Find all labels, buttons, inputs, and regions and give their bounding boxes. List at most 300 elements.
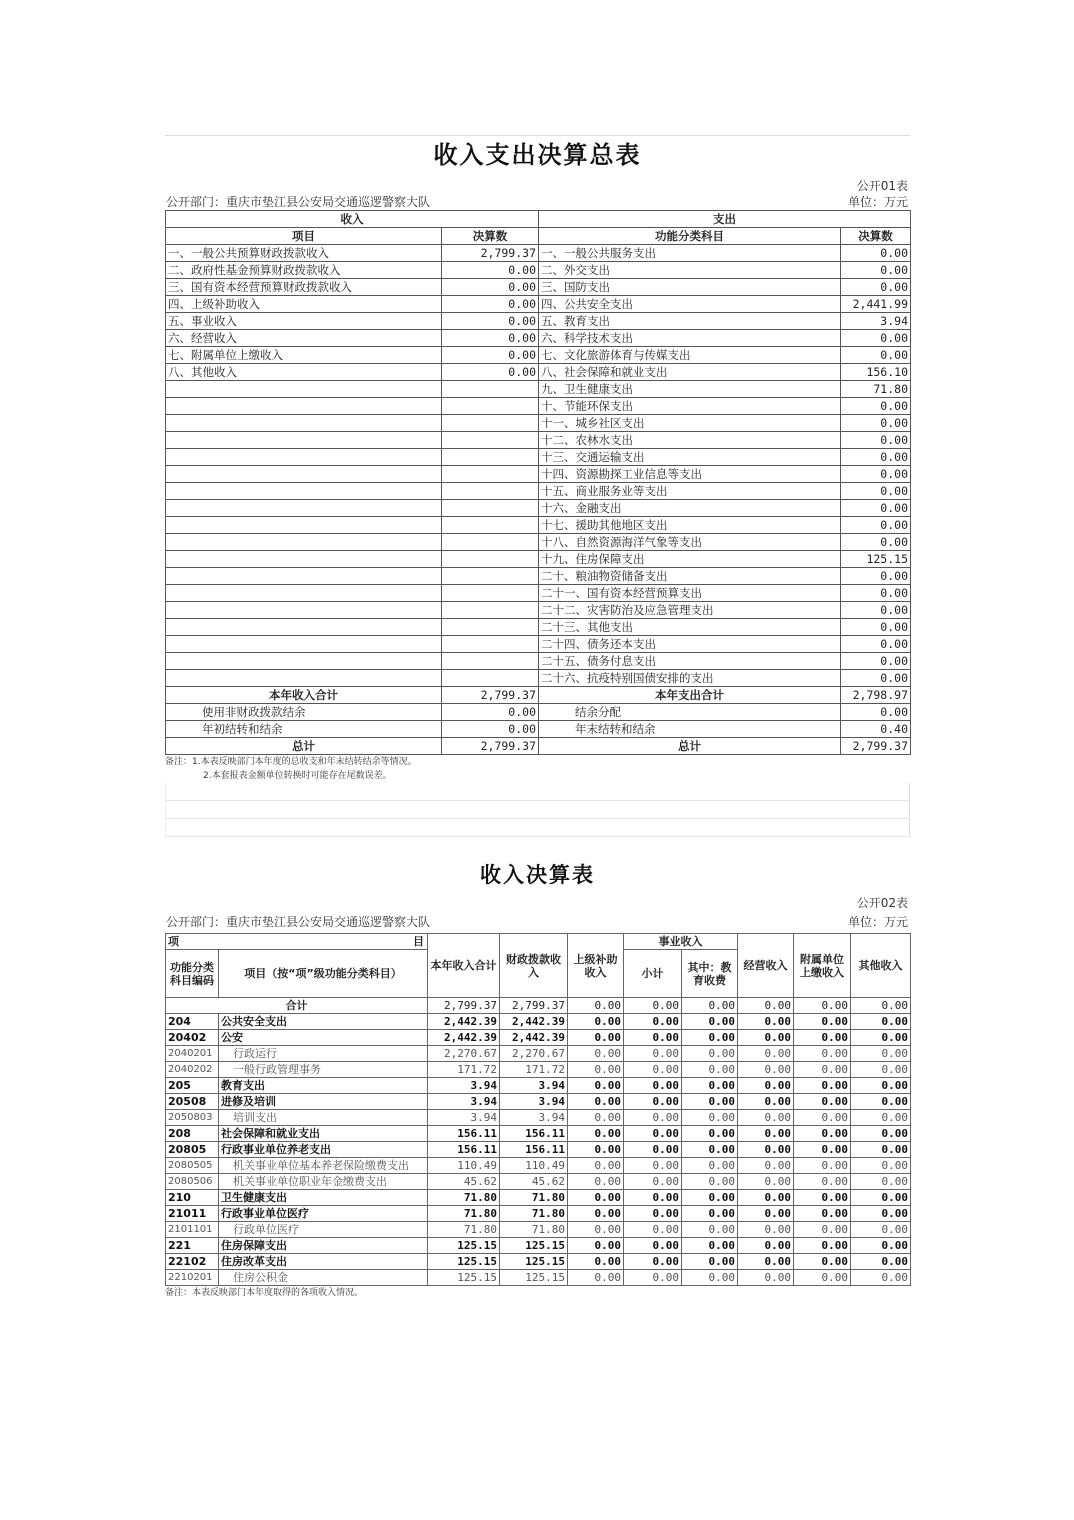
income-sheet (165, 855, 910, 1300)
row-value: 0.00 (624, 1158, 682, 1174)
table-row (166, 602, 911, 619)
row-value: 0.00 (738, 1078, 794, 1094)
col-item: 项目 (166, 228, 442, 245)
expense-item-label: 二十五、债务付息支出 (539, 653, 841, 670)
row-value: 0.00 (738, 1110, 794, 1126)
table-row (166, 568, 911, 585)
income-item-label: 二、政府性基金预算财政拨款收入 (166, 262, 442, 279)
table-row (166, 687, 911, 704)
row-value: 0.00 (851, 1174, 911, 1190)
row-value: 171.72 (428, 1062, 500, 1078)
row-value: 3.94 (500, 1078, 568, 1094)
row-code: 21011 (166, 1206, 219, 1222)
income-item-value (442, 568, 539, 585)
expense-item-label: 二十一、国有资本经营预算支出 (539, 585, 841, 602)
row-value: 2,270.67 (500, 1046, 568, 1062)
col-amount2: 决算数 (841, 228, 911, 245)
expense-item-label: 十七、援助其他地区支出 (539, 517, 841, 534)
row-value: 0.00 (794, 1158, 851, 1174)
row-value: 0.00 (851, 1270, 911, 1286)
expense-item-value: 0.00 (841, 500, 911, 517)
col-total: 本年收入合计 (428, 934, 500, 998)
total-label: 合计 (166, 998, 428, 1014)
table-row (166, 1126, 911, 1142)
expense-item-value: 0.00 (841, 670, 911, 687)
table-row (166, 721, 911, 738)
table-row (166, 1046, 911, 1062)
income-item-value: 2,799.37 (442, 245, 539, 262)
grand-total-label: 总计 (166, 738, 442, 755)
row-value: 0.00 (682, 1142, 738, 1158)
income-item-value: 0.00 (442, 296, 539, 313)
expense-item-label: 十九、住房保障支出 (539, 551, 841, 568)
row-value: 0.00 (794, 1142, 851, 1158)
table-row (166, 1174, 911, 1190)
row-value: 0.00 (568, 1222, 624, 1238)
table-row (166, 1222, 911, 1238)
table-row (166, 551, 911, 568)
row-name: 进修及培训 (219, 1094, 428, 1110)
table-row (166, 1142, 911, 1158)
income-table (165, 933, 911, 1286)
row-value: 0.00 (682, 1238, 738, 1254)
row-value: 156.11 (500, 1142, 568, 1158)
expense-item-value: 0.00 (841, 602, 911, 619)
income-item-label (166, 483, 442, 500)
row-value: 0.00 (624, 1206, 682, 1222)
row-value: 0.00 (738, 1014, 794, 1030)
expense-item-label: 九、卫生健康支出 (539, 381, 841, 398)
total-value: 0.00 (794, 998, 851, 1014)
unit-label: 单位：万元 (847, 915, 908, 929)
row-code: 20805 (166, 1142, 219, 1158)
row-value: 0.00 (794, 1094, 851, 1110)
row-value: 0.00 (794, 1046, 851, 1062)
row-value: 0.00 (851, 1030, 911, 1046)
row-value: 0.00 (851, 1110, 911, 1126)
row-value: 0.00 (568, 1126, 624, 1142)
row-value: 0.00 (738, 1206, 794, 1222)
row-value: 0.00 (568, 1142, 624, 1158)
table-row (166, 296, 911, 313)
row-code: 221 (166, 1238, 219, 1254)
row-value: 110.49 (500, 1158, 568, 1174)
dept-unit-row (165, 911, 910, 933)
income-item-value (442, 415, 539, 432)
row-value: 71.80 (500, 1222, 568, 1238)
col-fiscal: 财政拨款收入 (500, 934, 568, 998)
row-value: 2,442.39 (500, 1030, 568, 1046)
row-value: 0.00 (851, 1078, 911, 1094)
row-name: 机关事业单位基本养老保险缴费支出 (219, 1158, 428, 1174)
row-value: 0.00 (682, 1110, 738, 1126)
note: 备注：本表反映部门本年度取得的各项收入情况。 (165, 1288, 364, 1298)
row-value: 0.00 (682, 1158, 738, 1174)
expense-item-value: 0.00 (841, 619, 911, 636)
income-item-label: 六、经营收入 (166, 330, 442, 347)
income-item-label (166, 500, 442, 517)
row-value: 0.00 (851, 1158, 911, 1174)
row-value: 0.00 (682, 1062, 738, 1078)
total-row (166, 998, 911, 1014)
income-item-value (442, 500, 539, 517)
table-row (166, 704, 911, 721)
income-total: 2,799.37 (442, 687, 539, 704)
row-code: 2210201 (166, 1270, 219, 1286)
income-item-value (442, 534, 539, 551)
expense-item-label: 十八、自然资源海洋气象等支出 (539, 534, 841, 551)
expense-item-value: 125.15 (841, 551, 911, 568)
income-item-value (442, 483, 539, 500)
row-value: 0.00 (624, 1062, 682, 1078)
table-row (166, 1238, 911, 1254)
row-value: 110.49 (428, 1158, 500, 1174)
expense-item-label: 十一、城乡社区支出 (539, 415, 841, 432)
expense-item-value: 156.10 (841, 364, 911, 381)
row-value: 0.00 (738, 1046, 794, 1062)
row-value: 171.72 (500, 1062, 568, 1078)
surplus-alloc-label: 结余分配 (539, 704, 841, 721)
income-item-label: 四、上级补助收入 (166, 296, 442, 313)
table-number-row (165, 178, 910, 194)
row-value: 0.00 (568, 1174, 624, 1190)
income-item-value: 0.00 (442, 330, 539, 347)
row-value: 125.15 (500, 1270, 568, 1286)
row-value: 0.00 (682, 1126, 738, 1142)
row-code: 205 (166, 1078, 219, 1094)
income-table-body (166, 998, 911, 1286)
table-row (166, 364, 911, 381)
dept-label: 公开部门：重庆市垫江县公安局交通巡逻警察大队 (166, 915, 431, 929)
total-value: 0.00 (851, 998, 911, 1014)
expense-item-label: 五、教育支出 (539, 313, 841, 330)
row-code: 20402 (166, 1030, 219, 1046)
table-row (166, 738, 911, 755)
income-item-value (442, 619, 539, 636)
row-value: 0.00 (738, 1126, 794, 1142)
expense-item-label: 三、国防支出 (539, 279, 841, 296)
income-item-value (442, 670, 539, 687)
row-value: 0.00 (851, 1142, 911, 1158)
row-value: 71.80 (428, 1206, 500, 1222)
expense-item-value: 0.00 (841, 262, 911, 279)
row-value: 0.00 (682, 1270, 738, 1286)
row-value: 0.00 (851, 1206, 911, 1222)
income-item-label (166, 449, 442, 466)
row-value: 0.00 (568, 1158, 624, 1174)
income-item-label: 八、其他收入 (166, 364, 442, 381)
income-item-label (166, 517, 442, 534)
income-item-value (442, 517, 539, 534)
row-value: 0.00 (624, 1126, 682, 1142)
row-value: 3.94 (500, 1094, 568, 1110)
row-value: 0.00 (851, 1222, 911, 1238)
table-row (166, 313, 911, 330)
row-value: 125.15 (428, 1270, 500, 1286)
row-value: 3.94 (500, 1110, 568, 1126)
dept-label: 公开部门：重庆市垫江县公安局交通巡逻警察大队 (166, 195, 431, 209)
income-item-value: 0.00 (442, 279, 539, 296)
table-row (166, 1206, 911, 1222)
row-value: 125.15 (500, 1254, 568, 1270)
col-business: 事业收入 (624, 934, 738, 950)
col-name: 项目（按“项”级功能分类科目） (219, 950, 428, 998)
row-value: 0.00 (851, 1126, 911, 1142)
row-value: 0.00 (794, 1078, 851, 1094)
income-item-label (166, 568, 442, 585)
table-row (166, 398, 911, 415)
total-value: 2,799.37 (428, 998, 500, 1014)
row-value: 71.80 (500, 1190, 568, 1206)
row-value: 0.00 (568, 1206, 624, 1222)
expense-item-value: 0.00 (841, 432, 911, 449)
expense-item-value: 0.00 (841, 330, 911, 347)
row-name: 一般行政管理事务 (219, 1062, 428, 1078)
row-value: 3.94 (428, 1110, 500, 1126)
table-row (166, 415, 911, 432)
table-row (166, 636, 911, 653)
income-item-label (166, 534, 442, 551)
row-code: 20508 (166, 1094, 219, 1110)
row-name: 行政运行 (219, 1046, 428, 1062)
expense-item-label: 四、公共安全支出 (539, 296, 841, 313)
expense-item-value: 0.00 (841, 245, 911, 262)
row-code: 2080506 (166, 1174, 219, 1190)
col-amount: 决算数 (442, 228, 539, 245)
expense-item-label: 二十四、债务还本支出 (539, 636, 841, 653)
row-value: 0.00 (794, 1174, 851, 1190)
expense-item-value: 2,441.99 (841, 296, 911, 313)
use-balance-label: 使用非财政拨款结余 (166, 704, 442, 721)
row-value: 2,442.39 (428, 1014, 500, 1030)
table-row (166, 517, 911, 534)
row-value: 0.00 (794, 1238, 851, 1254)
row-value: 0.00 (568, 1014, 624, 1030)
row-value: 0.00 (568, 1078, 624, 1094)
table-number: 公开01表 (856, 179, 908, 193)
col-edu: 其中：教育收费 (682, 950, 738, 998)
use-balance: 0.00 (442, 704, 539, 721)
table-row (166, 534, 911, 551)
expense-item-label: 二十三、其他支出 (539, 619, 841, 636)
income-item-label (166, 670, 442, 687)
table-row (166, 432, 911, 449)
sheet1-title: 收入支出决算总表 (165, 135, 910, 178)
row-value: 0.00 (624, 1030, 682, 1046)
col-subtotal: 小计 (624, 950, 682, 998)
expense-item-value: 0.00 (841, 585, 911, 602)
income-item-value: 0.00 (442, 313, 539, 330)
income-item-label (166, 398, 442, 415)
row-value: 0.00 (568, 1046, 624, 1062)
table-row (166, 500, 911, 517)
row-value: 0.00 (568, 1030, 624, 1046)
table-row (166, 1254, 911, 1270)
row-value: 125.15 (428, 1254, 500, 1270)
expense-item-label: 八、社会保障和就业支出 (539, 364, 841, 381)
row-value: 0.00 (794, 1254, 851, 1270)
row-value: 0.00 (738, 1222, 794, 1238)
row-value: 0.00 (851, 1190, 911, 1206)
expense-item-label: 六、科学技术支出 (539, 330, 841, 347)
table-row (166, 1190, 911, 1206)
row-code: 2050803 (166, 1110, 219, 1126)
begin-carry: 0.00 (442, 721, 539, 738)
row-value: 0.00 (624, 1046, 682, 1062)
row-value: 0.00 (682, 1014, 738, 1030)
col-func: 功能分类科目 (539, 228, 841, 245)
row-value: 0.00 (568, 1238, 624, 1254)
row-value: 125.15 (500, 1238, 568, 1254)
row-code: 204 (166, 1014, 219, 1030)
row-value: 0.00 (568, 1094, 624, 1110)
end-carry: 0.40 (841, 721, 911, 738)
expense-item-label: 十二、农林水支出 (539, 432, 841, 449)
row-value: 0.00 (794, 1014, 851, 1030)
expense-total-label: 本年支出合计 (539, 687, 841, 704)
expense-total: 2,798.97 (841, 687, 911, 704)
row-value: 0.00 (851, 1238, 911, 1254)
expense-item-label: 七、文化旅游体育与传媒支出 (539, 347, 841, 364)
header-xiang-mu (166, 934, 428, 950)
total-value: 0.00 (568, 998, 624, 1014)
income-item-label: 三、国有资本经营预算财政拨款收入 (166, 279, 442, 296)
col-operating: 经营收入 (738, 934, 794, 998)
col-superior: 上级补助收入 (568, 934, 624, 998)
row-value: 0.00 (624, 1270, 682, 1286)
row-value: 156.11 (428, 1126, 500, 1142)
row-value: 0.00 (738, 1158, 794, 1174)
row-value: 0.00 (851, 1094, 911, 1110)
income-item-label (166, 585, 442, 602)
expense-item-value: 0.00 (841, 466, 911, 483)
row-code: 210 (166, 1190, 219, 1206)
row-value: 45.62 (428, 1174, 500, 1190)
row-value: 0.00 (624, 1094, 682, 1110)
row-name: 培训支出 (219, 1110, 428, 1126)
row-value: 0.00 (738, 1094, 794, 1110)
income-total-label: 本年收入合计 (166, 687, 442, 704)
table-row (166, 330, 911, 347)
table-row (166, 1270, 911, 1286)
row-value: 2,442.39 (428, 1030, 500, 1046)
row-value: 71.80 (500, 1206, 568, 1222)
income-item-value (442, 602, 539, 619)
expense-item-label: 二、外交支出 (539, 262, 841, 279)
grand-total-in: 2,799.37 (442, 738, 539, 755)
row-value: 0.00 (851, 1254, 911, 1270)
row-value: 0.00 (794, 1062, 851, 1078)
row-value: 0.00 (794, 1190, 851, 1206)
table-row (166, 449, 911, 466)
row-value: 0.00 (794, 1270, 851, 1286)
row-value: 0.00 (624, 1238, 682, 1254)
row-name: 住房改革支出 (219, 1254, 428, 1270)
row-name: 卫生健康支出 (219, 1190, 428, 1206)
row-value: 0.00 (682, 1030, 738, 1046)
row-name: 公安 (219, 1030, 428, 1046)
row-value: 0.00 (682, 1174, 738, 1190)
expense-item-value: 71.80 (841, 381, 911, 398)
income-item-label: 一、一般公共预算财政拨款收入 (166, 245, 442, 262)
row-value: 0.00 (568, 1110, 624, 1126)
row-value: 0.00 (738, 1062, 794, 1078)
expense-header: 支出 (539, 211, 911, 228)
expense-item-value: 0.00 (841, 568, 911, 585)
row-value: 0.00 (624, 1190, 682, 1206)
row-value: 0.00 (624, 1174, 682, 1190)
table-row (166, 1030, 911, 1046)
income-item-value (442, 466, 539, 483)
row-value: 0.00 (794, 1206, 851, 1222)
begin-carry-label: 年初结转和结余 (166, 721, 442, 738)
summary-table-body (166, 245, 911, 687)
row-value: 0.00 (738, 1142, 794, 1158)
row-name: 机关事业单位职业年金缴费支出 (219, 1174, 428, 1190)
row-value: 0.00 (682, 1046, 738, 1062)
row-name: 社会保障和就业支出 (219, 1126, 428, 1142)
row-name: 住房公积金 (219, 1270, 428, 1286)
row-value: 0.00 (682, 1254, 738, 1270)
income-item-value (442, 381, 539, 398)
header-xiang: 项 (168, 935, 179, 948)
expense-item-value: 0.00 (841, 636, 911, 653)
row-value: 0.00 (682, 1094, 738, 1110)
col-affiliated: 附属单位上缴收入 (794, 934, 851, 998)
total-value: 2,799.37 (500, 998, 568, 1014)
row-value: 71.80 (428, 1190, 500, 1206)
row-code: 208 (166, 1126, 219, 1142)
income-item-label (166, 636, 442, 653)
table-row (166, 1062, 911, 1078)
expense-item-label: 十五、商业服务业等支出 (539, 483, 841, 500)
row-value: 0.00 (794, 1222, 851, 1238)
expense-item-value: 3.94 (841, 313, 911, 330)
header-mu: 目 (413, 935, 424, 948)
income-item-label (166, 415, 442, 432)
row-value: 0.00 (794, 1110, 851, 1126)
income-item-value (442, 636, 539, 653)
col-other: 其他收入 (851, 934, 911, 998)
summary-table (165, 210, 911, 755)
row-code: 2080505 (166, 1158, 219, 1174)
income-item-value (442, 398, 539, 415)
row-value: 0.00 (851, 1046, 911, 1062)
row-name: 公共安全支出 (219, 1014, 428, 1030)
expense-item-value: 0.00 (841, 653, 911, 670)
income-item-label (166, 619, 442, 636)
blank-rows (165, 783, 910, 837)
expense-item-label: 二十、粮油物资储备支出 (539, 568, 841, 585)
expense-item-label: 十、节能环保支出 (539, 398, 841, 415)
row-code: 22102 (166, 1254, 219, 1270)
total-value: 0.00 (738, 998, 794, 1014)
table-row (166, 483, 911, 500)
row-value: 0.00 (568, 1062, 624, 1078)
row-value: 125.15 (428, 1238, 500, 1254)
income-item-value (442, 432, 539, 449)
table-row (166, 245, 911, 262)
row-value: 0.00 (682, 1206, 738, 1222)
income-header: 收入 (166, 211, 539, 228)
row-value: 0.00 (682, 1190, 738, 1206)
row-value: 0.00 (624, 1142, 682, 1158)
row-value: 3.94 (428, 1078, 500, 1094)
row-value: 0.00 (624, 1014, 682, 1030)
income-item-label (166, 466, 442, 483)
dept-unit-row (165, 194, 910, 210)
row-code: 2040201 (166, 1046, 219, 1062)
